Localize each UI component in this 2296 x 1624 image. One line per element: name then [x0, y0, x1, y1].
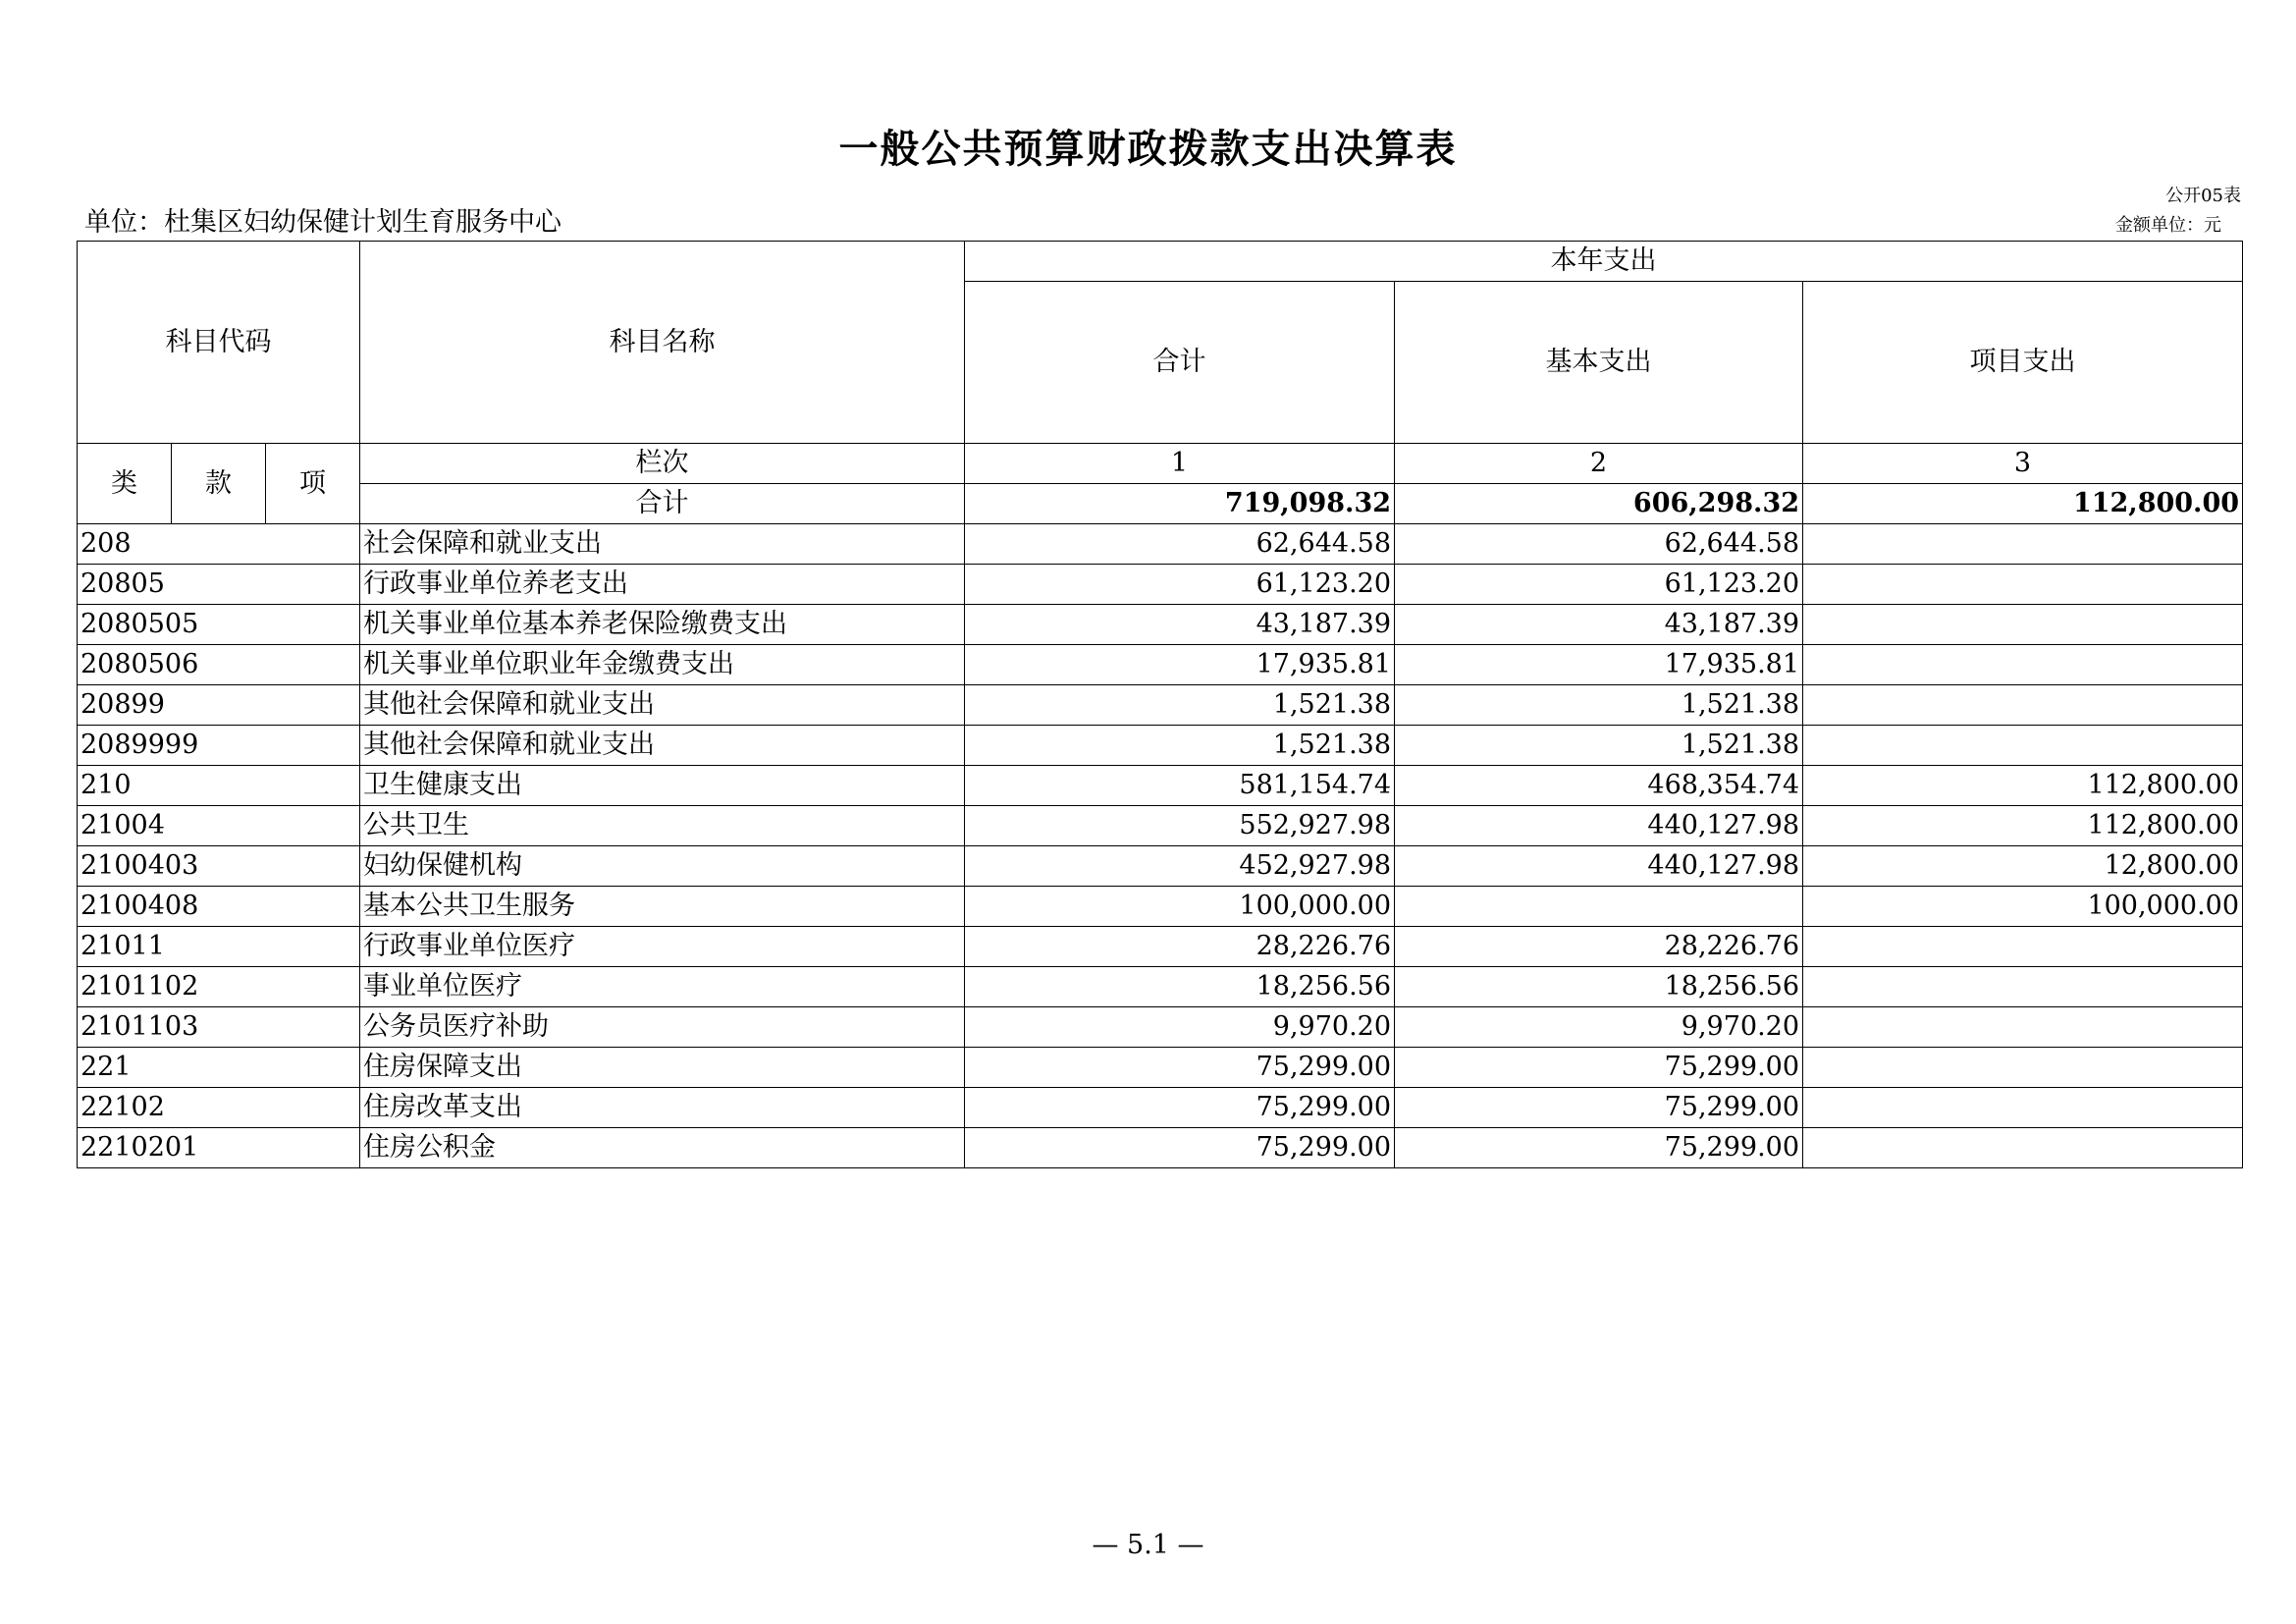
table-row: [78, 565, 2243, 605]
row-code: 22102: [78, 1088, 360, 1128]
row-code: 208: [78, 524, 360, 565]
row-project: [1803, 967, 2243, 1007]
row-project: [1803, 524, 2243, 565]
row-project: [1803, 565, 2243, 605]
table-row: [78, 645, 2243, 685]
row-code: 2089999: [78, 726, 360, 766]
row-basic: [1395, 887, 1803, 927]
table-row: [78, 685, 2243, 726]
row-name: 住房保障支出: [360, 1048, 965, 1088]
header-project: 项目支出: [1803, 282, 2243, 444]
row-basic: 61,123.20: [1395, 565, 1803, 605]
sum-project: 112,800.00: [1803, 484, 2243, 524]
table-row: [78, 846, 2243, 887]
row-name: 事业单位医疗: [360, 967, 965, 1007]
row-basic: 43,187.39: [1395, 605, 1803, 645]
row-name: 住房改革支出: [360, 1088, 965, 1128]
row-basic: 62,644.58: [1395, 524, 1803, 565]
header-current-year: 本年支出: [965, 242, 2243, 282]
row-name: 住房公积金: [360, 1128, 965, 1168]
row-total: 75,299.00: [965, 1088, 1395, 1128]
sum-total: 719,098.32: [965, 484, 1395, 524]
row-name: 妇幼保健机构: [360, 846, 965, 887]
row-name: 其他社会保障和就业支出: [360, 685, 965, 726]
row-code: 221: [78, 1048, 360, 1088]
row-project: [1803, 645, 2243, 685]
row-basic: 17,935.81: [1395, 645, 1803, 685]
row-code: 2080505: [78, 605, 360, 645]
row-code: 20805: [78, 565, 360, 605]
row-code: 21011: [78, 927, 360, 967]
table-row: [78, 605, 2243, 645]
row-basic: 440,127.98: [1395, 846, 1803, 887]
row-code: 21004: [78, 806, 360, 846]
row-name: 机关事业单位基本养老保险缴费支出: [360, 605, 965, 645]
row-total: 17,935.81: [965, 645, 1395, 685]
row-total: 62,644.58: [965, 524, 1395, 565]
row-basic: 75,299.00: [1395, 1088, 1803, 1128]
row-name: 公务员医疗补助: [360, 1007, 965, 1048]
page-number: — 5.1 —: [1092, 1530, 1204, 1560]
table-row: [78, 806, 2243, 846]
row-name: 社会保障和就业支出: [360, 524, 965, 565]
table-row: [78, 1048, 2243, 1088]
row-total: 9,970.20: [965, 1007, 1395, 1048]
column-row-label: 栏次: [360, 444, 965, 484]
row-project: [1803, 1088, 2243, 1128]
row-total: 28,226.76: [965, 927, 1395, 967]
row-project: 12,800.00: [1803, 846, 2243, 887]
header-code: 科目代码: [78, 242, 360, 444]
expenditure-table: [77, 241, 2243, 1168]
row-code: 2100403: [78, 846, 360, 887]
row-name: 其他社会保障和就业支出: [360, 726, 965, 766]
header-lei: 类: [78, 444, 172, 524]
row-project: [1803, 726, 2243, 766]
row-code: 2101102: [78, 967, 360, 1007]
header-total: 合计: [965, 282, 1395, 444]
row-total: 61,123.20: [965, 565, 1395, 605]
row-total: 1,521.38: [965, 685, 1395, 726]
amount-unit: 金额单位：元: [2115, 215, 2221, 236]
header-kuan: 款: [172, 444, 266, 524]
row-project: [1803, 1007, 2243, 1048]
column-number-row: [78, 444, 2243, 484]
row-project: [1803, 685, 2243, 726]
row-project: [1803, 605, 2243, 645]
row-code: 2100408: [78, 887, 360, 927]
table-row: [78, 1088, 2243, 1128]
row-total: 75,299.00: [965, 1048, 1395, 1088]
column-number-3: 3: [1803, 444, 2243, 484]
sum-basic: 606,298.32: [1395, 484, 1803, 524]
row-code: 20899: [78, 685, 360, 726]
row-basic: 9,970.20: [1395, 1007, 1803, 1048]
header-basic: 基本支出: [1395, 282, 1803, 444]
table-row: [78, 1128, 2243, 1168]
column-number-1: 1: [965, 444, 1395, 484]
table-row: [78, 887, 2243, 927]
row-basic: 75,299.00: [1395, 1048, 1803, 1088]
row-code: 2101103: [78, 1007, 360, 1048]
row-total: 1,521.38: [965, 726, 1395, 766]
row-basic: 18,256.56: [1395, 967, 1803, 1007]
reporting-unit: 单位：杜集区妇幼保健计划生育服务中心: [84, 207, 561, 238]
header-name: 科目名称: [360, 242, 965, 444]
row-total: 100,000.00: [965, 887, 1395, 927]
row-name: 机关事业单位职业年金缴费支出: [360, 645, 965, 685]
form-number: 公开05表: [2165, 186, 2241, 206]
row-code: 2080506: [78, 645, 360, 685]
row-name: 公共卫生: [360, 806, 965, 846]
row-name: 基本公共卫生服务: [360, 887, 965, 927]
row-total: 452,927.98: [965, 846, 1395, 887]
table-row: [78, 766, 2243, 806]
row-project: [1803, 1128, 2243, 1168]
row-project: 100,000.00: [1803, 887, 2243, 927]
row-basic: 1,521.38: [1395, 726, 1803, 766]
row-project: 112,800.00: [1803, 806, 2243, 846]
row-basic: 440,127.98: [1395, 806, 1803, 846]
row-code: 2210201: [78, 1128, 360, 1168]
row-basic: 468,354.74: [1395, 766, 1803, 806]
row-name: 卫生健康支出: [360, 766, 965, 806]
row-basic: 1,521.38: [1395, 685, 1803, 726]
row-basic: 75,299.00: [1395, 1128, 1803, 1168]
row-total: 18,256.56: [965, 967, 1395, 1007]
column-number-2: 2: [1395, 444, 1803, 484]
sum-label: 合计: [360, 484, 965, 524]
row-project: [1803, 1048, 2243, 1088]
row-code: 210: [78, 766, 360, 806]
table-row: [78, 1007, 2243, 1048]
table-row: [78, 524, 2243, 565]
table-row: [78, 967, 2243, 1007]
row-name: 行政事业单位养老支出: [360, 565, 965, 605]
table-row: [78, 726, 2243, 766]
page-title: 一般公共预算财政拨款支出决算表: [838, 127, 1458, 172]
row-total: 43,187.39: [965, 605, 1395, 645]
row-total: 75,299.00: [965, 1128, 1395, 1168]
row-project: 112,800.00: [1803, 766, 2243, 806]
table-row: [78, 927, 2243, 967]
row-total: 552,927.98: [965, 806, 1395, 846]
row-name: 行政事业单位医疗: [360, 927, 965, 967]
header-row-top: [78, 242, 2243, 282]
row-total: 581,154.74: [965, 766, 1395, 806]
row-basic: 28,226.76: [1395, 927, 1803, 967]
row-project: [1803, 927, 2243, 967]
sum-row: [78, 484, 2243, 524]
header-xiang: 项: [266, 444, 360, 524]
